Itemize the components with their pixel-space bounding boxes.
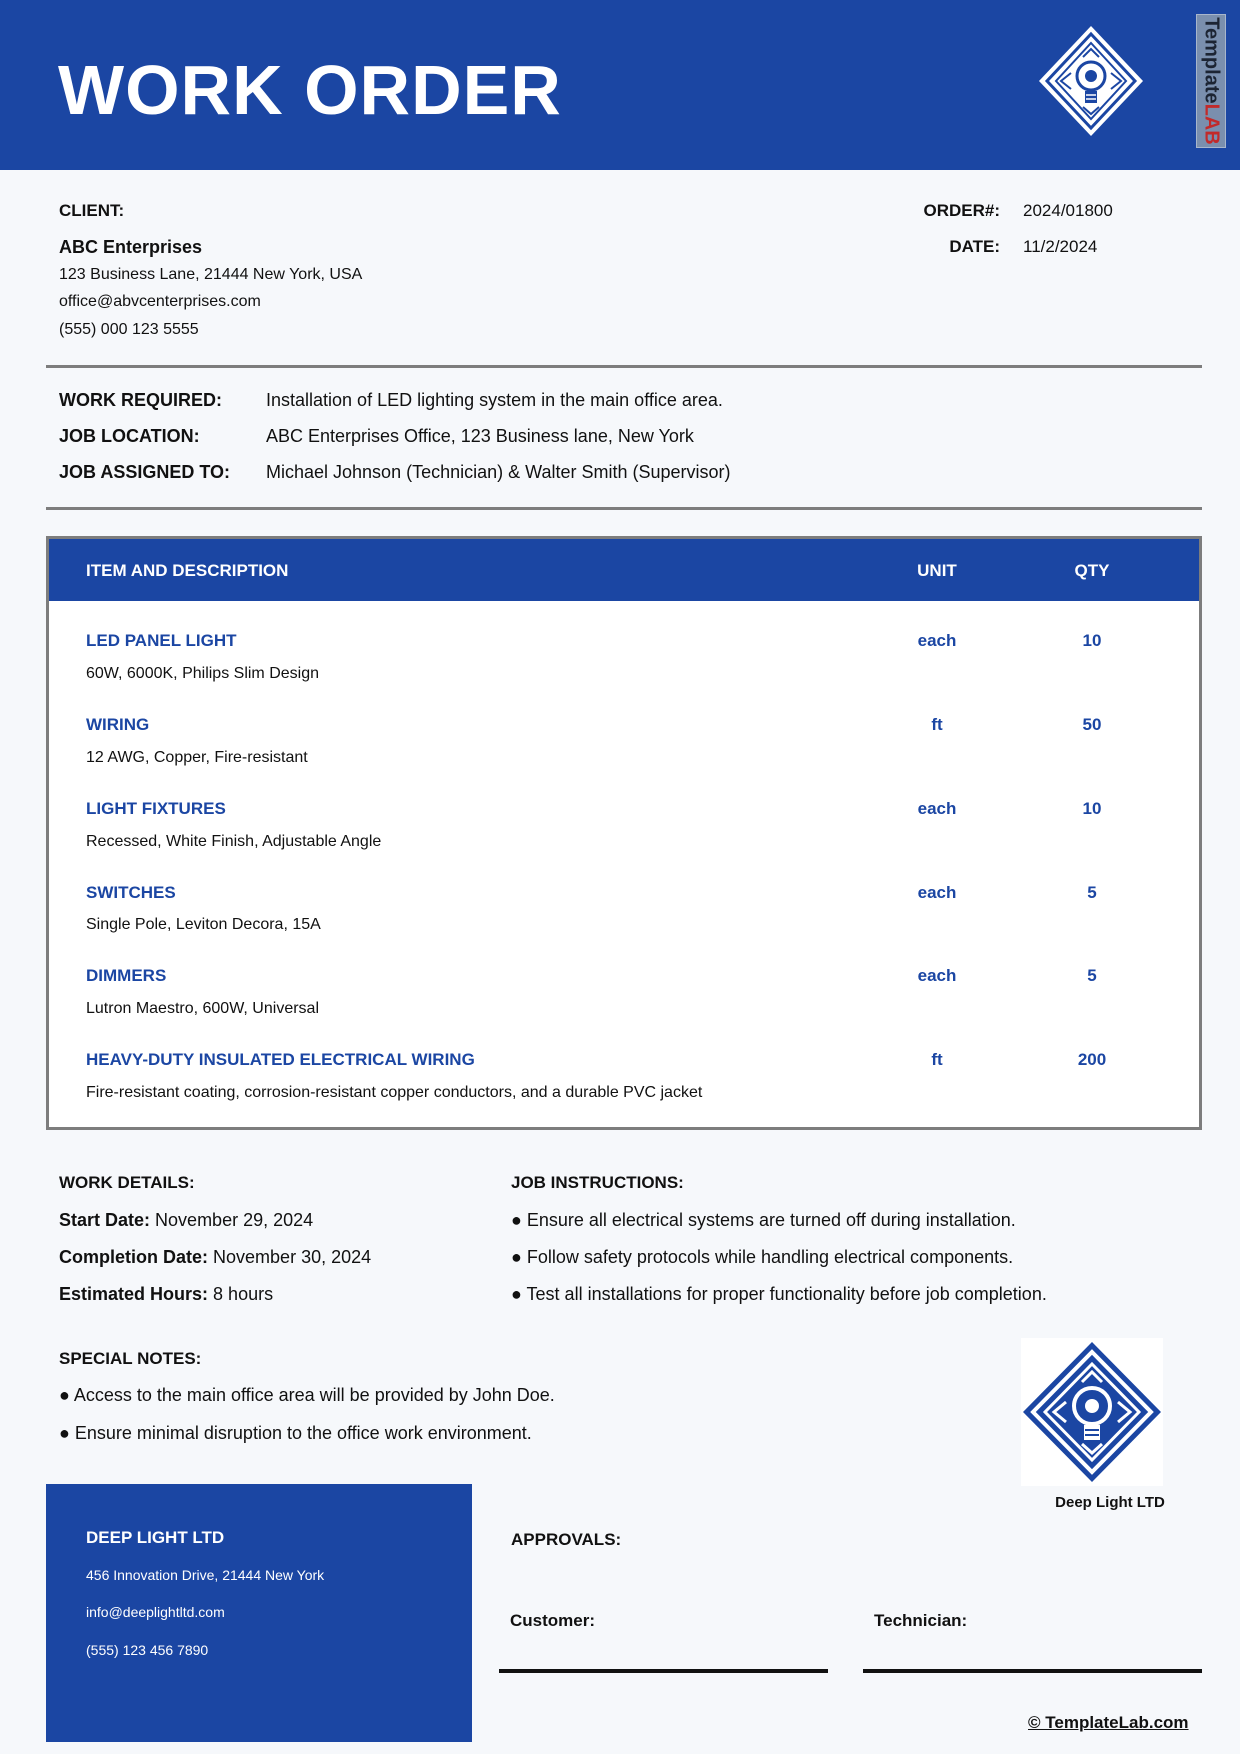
column-header-qty: QTY <box>1074 561 1110 580</box>
items-table-header <box>49 539 1199 601</box>
item-name: HEAVY-DUTY INSULATED ELECTRICAL WIRING <box>86 1050 475 1069</box>
order-date-label: DATE: <box>949 237 1000 256</box>
order-date: 11/2/2024 <box>1023 237 1098 256</box>
column-header-item: ITEM AND DESCRIPTION <box>86 561 289 580</box>
lightbulb-logo-icon <box>1035 22 1147 140</box>
client-name: ABC Enterprises <box>59 237 203 257</box>
page-title: WORK ORDER <box>58 51 562 129</box>
item-unit: each <box>917 883 957 902</box>
job-instructions-heading: JOB INSTRUCTIONS: <box>511 1173 684 1192</box>
order-number-label: ORDER#: <box>923 201 1000 220</box>
column-header-unit: UNIT <box>917 561 957 580</box>
item-unit: ft <box>931 715 943 734</box>
technician-signature-line[interactable] <box>863 1669 1202 1673</box>
client-email: office@abvcenterprises.com <box>59 293 261 310</box>
item-description: 60W, 6000K, Philips Slim Design <box>86 665 319 682</box>
job-location-value: ABC Enterprises Office, 123 Business lane, New York <box>266 426 694 446</box>
item-unit: each <box>917 799 957 818</box>
footer-link[interactable]: © TemplateLab.com <box>1028 1713 1189 1732</box>
company-info-box <box>46 1484 472 1742</box>
customer-signature-line[interactable] <box>499 1669 828 1673</box>
client-address: 123 Business Lane, 21444 New York, USA <box>59 266 363 283</box>
approvals-heading: APPROVALS: <box>511 1530 622 1549</box>
order-number: 2024/01800 <box>1023 201 1113 220</box>
item-description: Recessed, White Finish, Adjustable Angle <box>86 833 382 850</box>
job-location-label: JOB LOCATION: <box>59 426 200 446</box>
item-name: SWITCHES <box>86 883 176 902</box>
item-qty: 200 <box>1077 1050 1107 1069</box>
job-assigned-label: JOB ASSIGNED TO: <box>59 462 231 482</box>
header-banner <box>0 0 1240 170</box>
list-item: ● Test all installations for proper functionality before job completion. <box>511 1284 1047 1304</box>
divider <box>46 507 1202 510</box>
list-item: ● Access to the main office area will be provided by John Doe. <box>59 1385 555 1405</box>
item-name: DIMMERS <box>86 966 167 985</box>
items-table <box>46 536 1202 1130</box>
list-item: ● Follow safety protocols while handling electrical components. <box>511 1247 1014 1267</box>
special-notes-heading: SPECIAL NOTES: <box>59 1349 202 1368</box>
divider <box>46 365 1202 368</box>
item-name: LIGHT FIXTURES <box>86 799 226 818</box>
company-phone: (555) 123 456 7890 <box>86 1642 209 1658</box>
item-qty: 10 <box>1082 799 1102 818</box>
list-item: ● Ensure minimal disruption to the office work environment. <box>59 1423 532 1443</box>
client-phone: (555) 000 123 5555 <box>59 321 199 338</box>
item-qty: 50 <box>1082 715 1102 734</box>
item-description: Fire-resistant coating, corrosion-resistant copper conductors, and a durable PVC jacket <box>86 1084 703 1101</box>
customer-signature-label: Customer: <box>510 1611 596 1630</box>
work-required-label: WORK REQUIRED: <box>59 390 222 410</box>
item-description: 12 AWG, Copper, Fire-resistant <box>86 749 308 766</box>
item-qty: 10 <box>1082 631 1102 650</box>
lightbulb-logo-icon <box>1021 1338 1163 1486</box>
item-name: WIRING <box>86 715 150 734</box>
logo-label: Deep Light LTD <box>1055 1494 1165 1511</box>
list-item: ● Ensure all electrical systems are turned off during installation. <box>511 1210 1016 1230</box>
item-unit: each <box>917 631 957 650</box>
estimated-hours: Estimated Hours: 8 hours <box>59 1284 274 1304</box>
item-description: Single Pole, Leviton Decora, 15A <box>86 916 321 933</box>
completion-date: Completion Date: November 30, 2024 <box>59 1247 372 1267</box>
item-unit: ft <box>931 1050 943 1069</box>
company-name: DEEP LIGHT LTD <box>86 1528 225 1547</box>
start-date: Start Date: November 29, 2024 <box>59 1210 314 1230</box>
work-required-value: Installation of LED lighting system in the main office area. <box>266 390 723 410</box>
work-details-heading: WORK DETAILS: <box>59 1173 195 1192</box>
job-assigned-value: Michael Johnson (Technician) & Walter Smith (Supervisor) <box>266 462 731 482</box>
item-unit: each <box>917 966 957 985</box>
company-email: info@deeplightltd.com <box>86 1604 225 1620</box>
company-address: 456 Innovation Drive, 21444 New York <box>86 1567 325 1583</box>
technician-signature-label: Technician: <box>874 1611 968 1630</box>
client-heading: CLIENT: <box>59 201 125 220</box>
item-name: LED PANEL LIGHT <box>86 631 237 650</box>
brand-watermark-tag: TemplateLAB <box>1196 14 1226 148</box>
item-qty: 5 <box>1087 966 1097 985</box>
item-qty: 5 <box>1087 883 1097 902</box>
item-description: Lutron Maestro, 600W, Universal <box>86 1000 319 1017</box>
